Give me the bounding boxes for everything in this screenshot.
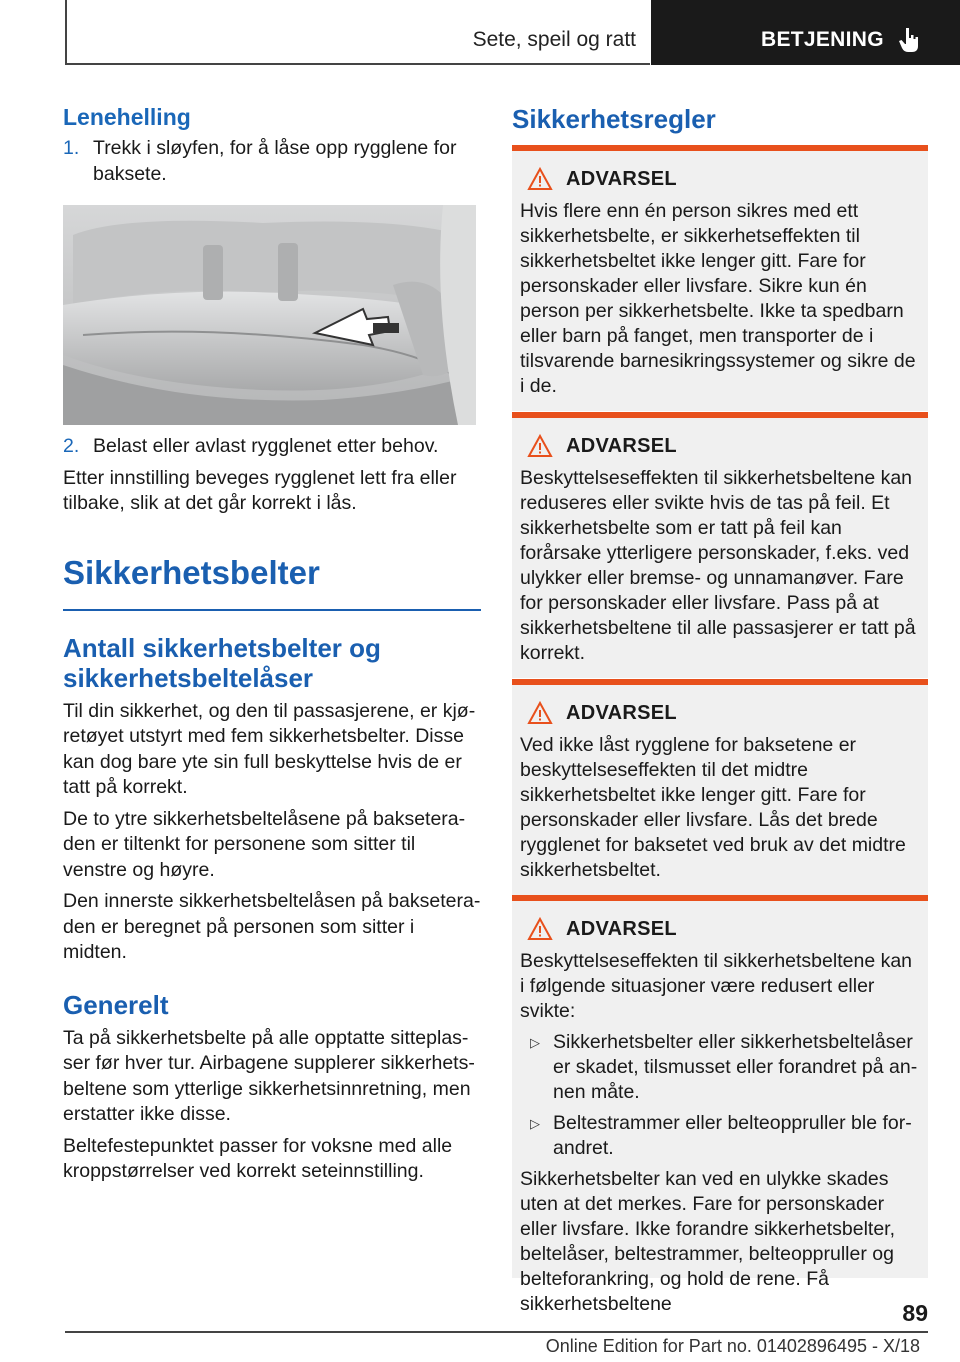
warning-triangle-icon bbox=[527, 917, 553, 941]
list-item bbox=[520, 1111, 920, 1161]
warning-text: Hvis flere enn én person sikres med ett sikkerhetsbelte, er sikkerhetseffekten til sikkerhetsbeltet ikke lenger gitt. Fare for personskader eller livsfare. Sikre kun én person per sikkerhetsbelte. Ikke ta spedbarn eller barn på fanget, men transporter de i tilsvarende barnesikringssystemer og sikre de i de. bbox=[520, 200, 916, 397]
warning-text-continued: Sikkerhetsbelter kan ved en ulykke skades uten at det merkes. Fare for personskader eller livsfare. Ikke forandre sikkerhetsbelter, beltelåser, beltestrammer, belteoppruller og belteforankring, og hold de rene. Få sikkerhetsbeltene bbox=[520, 1168, 895, 1315]
warning-box-1 bbox=[512, 145, 928, 411]
hand-pointer-icon bbox=[897, 26, 921, 54]
page-number: 89 bbox=[902, 1300, 928, 1326]
step-2 bbox=[63, 434, 481, 460]
warning-label: ADVARSEL bbox=[566, 167, 677, 190]
header-chapter-tab bbox=[651, 0, 960, 65]
warning-text: Ved ikke låst rygglene for baksetene er beskyttelseseffekten til det midtre sikkerhetsbeltet ikke lenger gitt. Fare for personskader eller livsfare. Lås det brede rygglenet for baksetet ved bruk av det midtre sikkerhetsbeltet. bbox=[520, 734, 906, 881]
footer-edition: Online Edition for Part no. 01402896495 - X/18 bbox=[545, 1336, 920, 1356]
footer-divider bbox=[65, 1331, 928, 1333]
header-chapter-label: BETJENING bbox=[761, 28, 884, 51]
warning-triangle-icon bbox=[527, 167, 553, 191]
paragraph-antall-3: Den innerste sikkerhetsbeltelåsen på bakseteraden er beregnet på personen som sitter i midten. bbox=[63, 890, 481, 963]
section-heading-sikkerhetsbelter: Sikkerhetsbelter bbox=[63, 553, 320, 591]
list-item-text: Sikkerhetsbelter eller sikkerhetsbeltelåser er skadet, tilsmusset eller forandret på annen måte. bbox=[553, 1031, 918, 1103]
paragraph-antall-2: De to ytre sikkerhetsbeltelåsene på bakseteraden er tiltenkt for personene som sitter til venstre og høyre. bbox=[63, 807, 466, 881]
header-divider-left bbox=[65, 0, 67, 64]
left-column-continued bbox=[63, 434, 481, 1185]
warning-text: Beskyttelseseffekten til sikkerhetsbeltene kan reduseres eller svikte hvis de tas på feil. Et sikkerhetsbelte som er tatt på feil kan forårsake ytterligere personskader, f.eks. ved ulykker eller bremse- og unnamanøver. Fare for personskader eller livsfare. Pass på at sikkerhetsbeltene til alle passasjerer er tatt på korrekt. bbox=[520, 467, 916, 664]
heading-sikkerhetsregler: Sikkerhetsregler bbox=[512, 104, 716, 134]
step-1-number: 1. bbox=[63, 137, 80, 159]
triangle-bullet-icon: ▷ bbox=[530, 1116, 540, 1131]
warning-text: Beskyttelseseffekten til sikkerhetsbeltene kan i følgende situasjoner være redusert eller svikte: bbox=[520, 950, 913, 1022]
warning-triangle-icon bbox=[527, 434, 553, 458]
step-1-text: Trekk i sløyfen, for å låse opp rygglene for baksete. bbox=[93, 137, 457, 185]
warning-label: ADVARSEL bbox=[566, 701, 677, 724]
paragraph-generelt-1: Ta på sikkerhetsbelte på alle opptatte sitteplasser før hver tur. Airbagene supplerer sikkerhetsbeltene som ytterlige sikkerhetsinnretning, men erstatter ikke disse. bbox=[63, 1026, 475, 1125]
list-item-text: Beltestrammer eller belteoppruller ble forandret. bbox=[553, 1112, 912, 1159]
subheading-antall: Antall sikkerhetsbelter og sikkerhetsbeltelåser bbox=[63, 632, 381, 693]
warning-box-3 bbox=[512, 679, 928, 895]
warning-label: ADVARSEL bbox=[566, 434, 677, 457]
step-1 bbox=[63, 136, 481, 187]
left-column bbox=[63, 100, 481, 187]
step-2-text: Belast eller avlast rygglenet etter behov. bbox=[93, 435, 439, 457]
after-steps-text: Etter innstilling beveges rygglenet lett fra eller tilbake, slik at det går korrekt i lås. bbox=[63, 466, 457, 514]
warning-triangle-icon bbox=[527, 701, 553, 725]
paragraph-antall-1: Til din sikkerhet, og den til passasjerene, er kjøretøyet utstyrt med fem sikkerhetsbelter. Disse kan dog bare yte sin full beskyttelse hvis de er tatt på korrekt. bbox=[63, 699, 476, 798]
header-divider-bottom bbox=[65, 63, 650, 65]
header-section-title: Sete, speil og ratt bbox=[472, 28, 636, 51]
warning-label: ADVARSEL bbox=[566, 917, 677, 940]
warning-box-2 bbox=[512, 412, 928, 678]
list-item bbox=[520, 1030, 920, 1105]
right-column bbox=[512, 100, 928, 138]
rear-seat-illustration bbox=[63, 205, 476, 425]
lenehelling-heading: Lenehelling bbox=[63, 104, 191, 130]
triangle-bullet-icon: ▷ bbox=[530, 1035, 540, 1050]
rear-seat-photo bbox=[63, 205, 476, 425]
subheading-generelt: Generelt bbox=[63, 989, 169, 1020]
step-2-number: 2. bbox=[63, 435, 80, 457]
paragraph-generelt-2: Beltefestepunktet passer for voksne med alle kroppstørrelser ved korrekt seteinnstilling. bbox=[63, 1134, 453, 1182]
section-heading-rule bbox=[63, 609, 481, 611]
